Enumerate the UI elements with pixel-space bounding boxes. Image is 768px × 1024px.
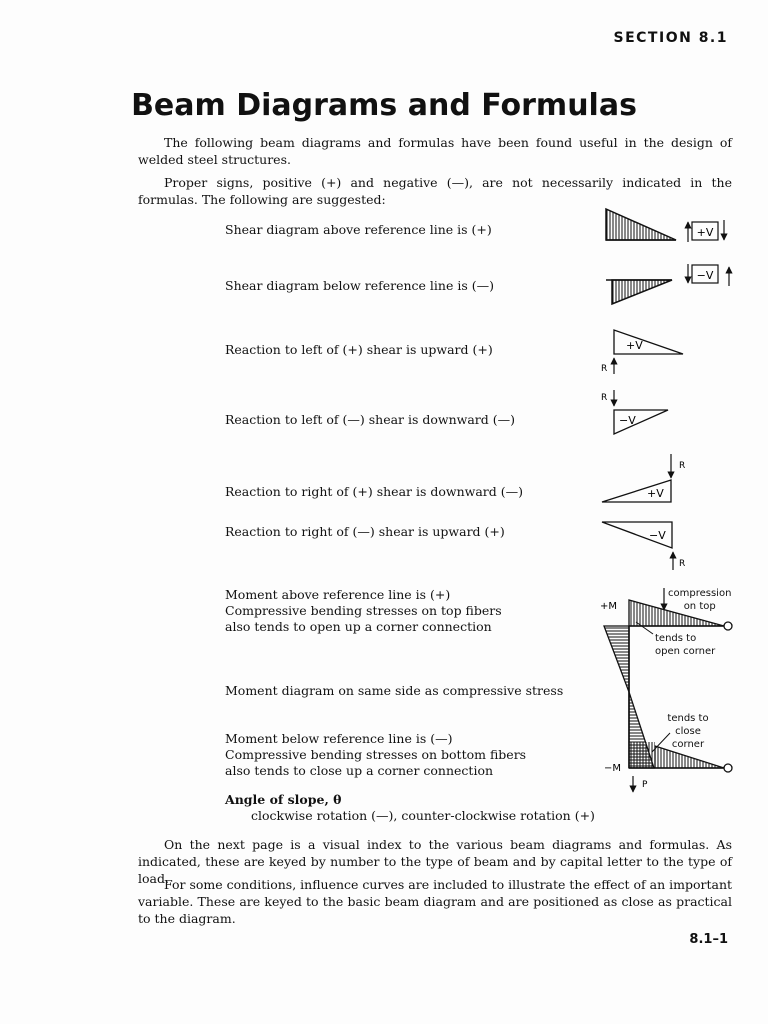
- minus-v-label: −V: [619, 414, 636, 427]
- plus-v-label: +V: [626, 339, 643, 352]
- plus-m-label: +M: [600, 601, 618, 612]
- moment-below-line-3: also tends to close up a corner connection: [225, 763, 494, 778]
- reaction-right-pos-diagram: [602, 454, 685, 502]
- plus-v-label: +V: [647, 487, 664, 500]
- r-label: R: [679, 559, 686, 569]
- angle-heading: Angle of slope, θ: [225, 792, 342, 807]
- close-corner-line-3: corner: [671, 739, 705, 750]
- signs-text: Proper signs, positive (+) and negative (—), are not necessarily indicated in the formulas. The following are suggested:: [138, 175, 732, 207]
- influence-text: For some conditions, influence curves are included to illustrate the effect of an important variable. These are keyed to the basic beam diagram and are positioned as close as practical to the diagram.: [138, 877, 733, 926]
- r-label: R: [601, 393, 608, 403]
- moment-above-line-2: Compressive bending stresses on top fibers: [225, 603, 502, 618]
- r-label: R: [679, 461, 686, 471]
- page-title: Beam Diagrams and Formulas: [131, 88, 637, 123]
- compression-line: compression: [668, 588, 732, 599]
- close-corner-line-1: tends to: [667, 713, 709, 724]
- close-corner-line-2: close: [675, 726, 701, 737]
- r-label: R: [601, 364, 608, 374]
- reaction-left-neg-diagram: [601, 390, 668, 434]
- reaction-left-pos-diagram: [601, 330, 683, 374]
- minus-v-label: −V: [696, 269, 714, 282]
- reaction-right-neg-diagram: [602, 522, 685, 570]
- angle-detail: clockwise rotation (—), counter-clockwise rotation (+): [251, 808, 595, 823]
- open-corner-line-2: open corner: [655, 646, 716, 657]
- rule-reaction-right-neg: Reaction to right of (—) shear is upward (+): [225, 524, 505, 539]
- page-number: 8.1–1: [689, 932, 728, 947]
- shear-below-diagram: [606, 264, 729, 304]
- on-top-line: on top: [683, 601, 716, 612]
- influence-paragraph: [138, 876, 732, 927]
- moment-frame-diagram: [600, 588, 732, 792]
- moment-above-line-1: Moment above reference line is (+): [225, 587, 451, 602]
- close-corner-label: [664, 712, 712, 751]
- section-label: SECTION 8.1: [613, 30, 728, 46]
- index-text: On the next page is a visual index to the various beam diagrams and formulas. As indicated, these are keyed by number to the type of beam and by capital letter to the type of load.: [138, 837, 732, 886]
- rule-reaction-right-pos: Reaction to right of (+) shear is downward (—): [225, 484, 523, 499]
- rule-shear-below: Shear diagram below reference line is (—): [225, 278, 494, 293]
- rule-shear-above: Shear diagram above reference line is (+): [225, 222, 492, 237]
- shear-above-diagram: [606, 209, 724, 242]
- open-corner-line-1: tends to: [655, 633, 697, 644]
- minus-m-label: −M: [604, 763, 622, 774]
- plus-v-label: +V: [696, 226, 714, 239]
- rule-reaction-left-neg: Reaction to left of (—) shear is downward (—): [225, 412, 516, 427]
- rule-reaction-left-pos: Reaction to left of (+) shear is upward (+): [225, 342, 493, 357]
- minus-v-label: −V: [649, 529, 666, 542]
- moment-below-line-1: Moment below reference line is (—): [225, 731, 453, 746]
- intro-text: The following beam diagrams and formulas have been found useful in the design of welded steel structures.: [138, 135, 732, 167]
- moment-below-line-2: Compressive bending stresses on bottom fibers: [225, 747, 527, 762]
- compression-on-top-label: [668, 587, 731, 613]
- rule-moment-same-side: Moment diagram on same side as compressive stress: [225, 683, 564, 698]
- open-corner-label: [655, 632, 715, 658]
- p-label: P: [642, 780, 648, 790]
- moment-above-line-3: also tends to open up a corner connection: [225, 619, 492, 634]
